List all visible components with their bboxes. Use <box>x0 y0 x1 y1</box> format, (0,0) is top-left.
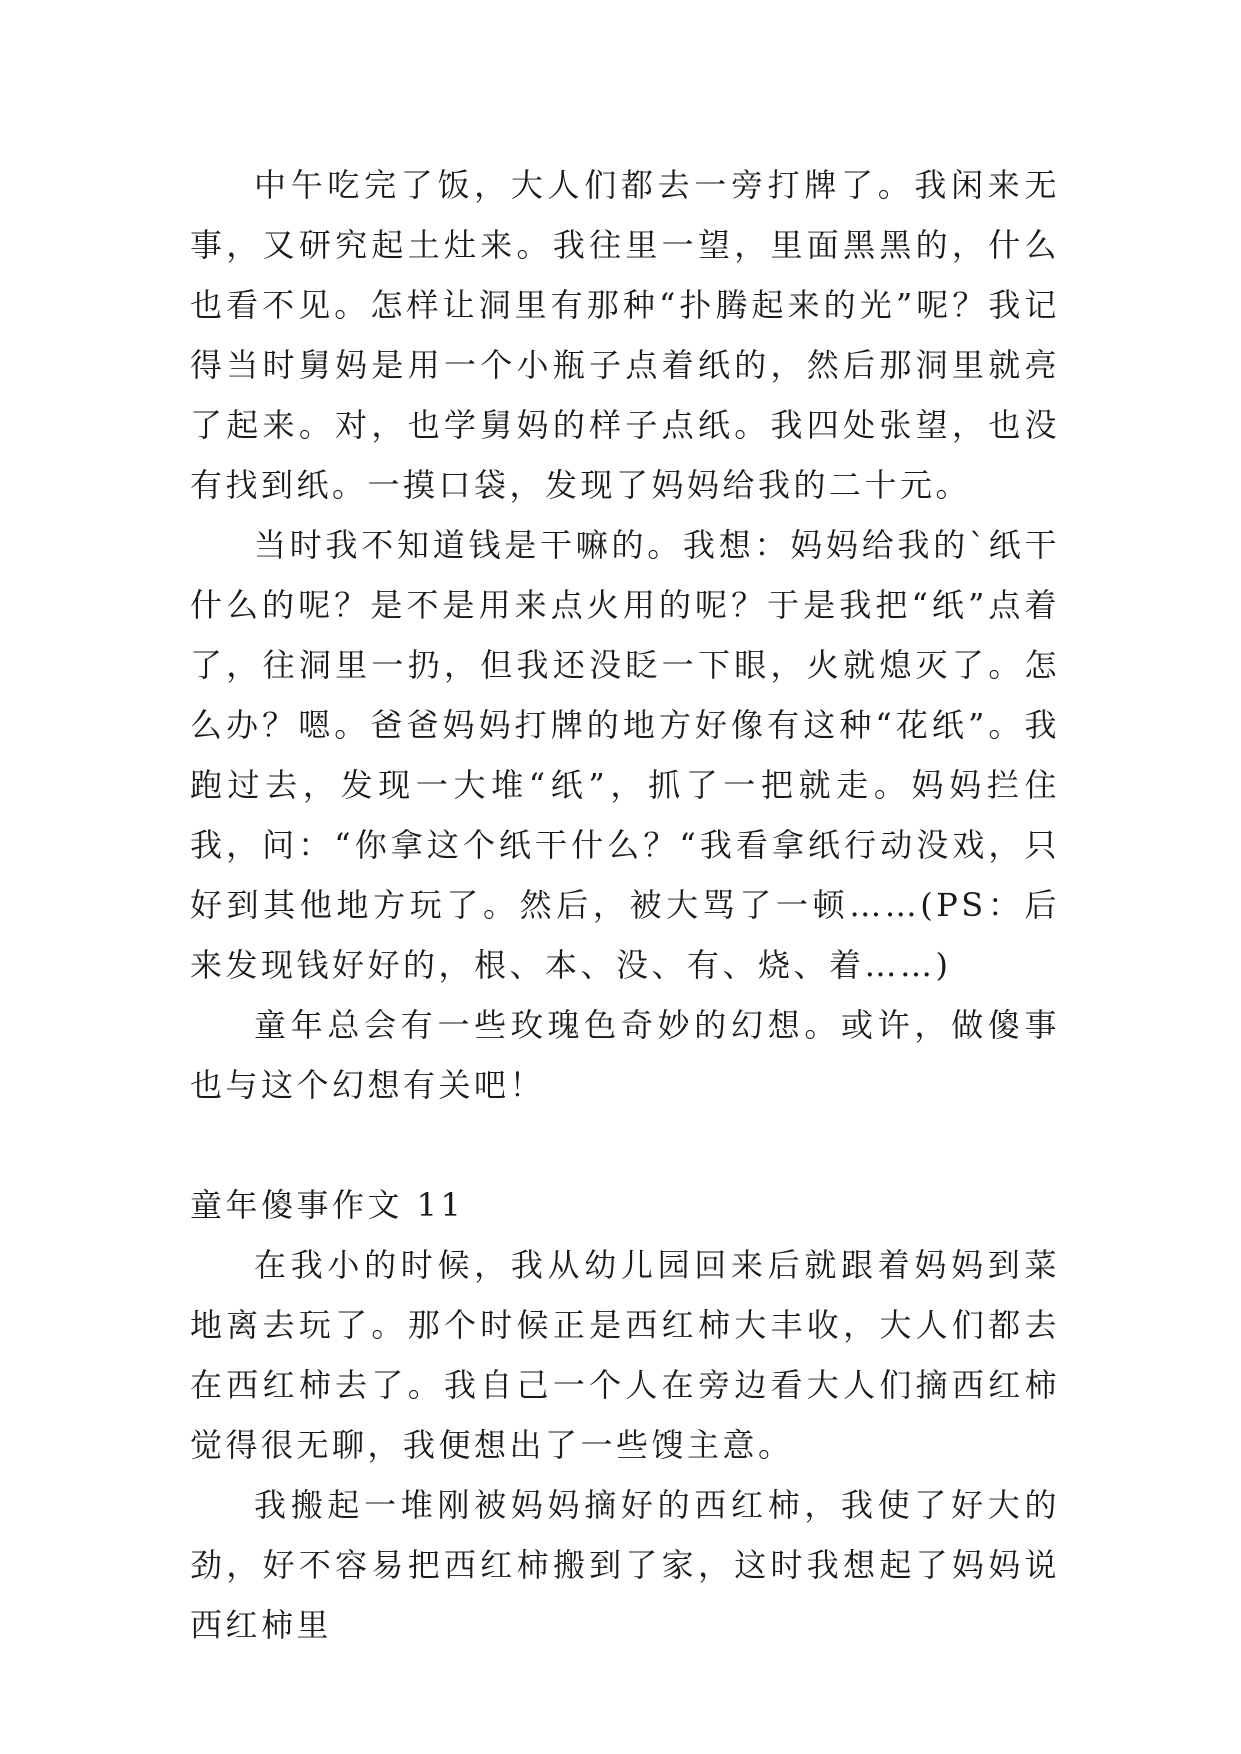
paragraph-lunch-stove: 中午吃完了饭，大人们都去一旁打牌了。我闲来无事，又研究起土灶来。我往里一望，里面黑黑的，什么也看不见。怎样让洞里有那种“扑腾起来的光”呢？我记得当时舅妈是用一个小瓶子点着纸的，然后那洞里就亮了起来。对，也学舅妈的样子点纸。我四处张望，也没有找到纸。一摸口袋，发现了妈妈给我的二十元。 <box>190 166 1060 504</box>
paragraph-childhood-fantasy: 童年总会有一些玫瑰色奇妙的幻想。或许，做傻事也与这个幻想有关吧！ <box>190 1006 1060 1104</box>
paragraph-money-as-paper: 当时我不知道钱是干嘛的。我想：妈妈给我的`纸干什么的呢？是不是用来点火用的呢？于是我把“纸”点着了，往洞里一扔，但我还没眨一下眼，火就熄灭了。怎么办？嗯。爸爸妈妈打牌的地方好像有这种“花纸”。我跑过去，发现一大堆“纸”，抓了一把就走。妈妈拦住我，问：“你拿这个纸干什么？“我看拿纸行动没戏，只好到其他地方玩了。然后，被大骂了一顿……(PS：后来发现钱好好的，根、本、没、有、烧、着……) <box>190 526 1060 984</box>
paragraph-vegetable-field: 在我小的时候，我从幼儿园回来后就跟着妈妈到菜地离去玩了。那个时候正是西红柿大丰收，大人们都去在西红柿去了。我自己一个人在旁边看大人们摘西红柿觉得很无聊，我便想出了一些馊主意。 <box>190 1246 1060 1464</box>
paragraph-carry-tomatoes: 我搬起一堆刚被妈妈摘好的西红柿，我使了好大的劲，好不容易把西红柿搬到了家，这时我想起了妈妈说西红柿里 <box>190 1486 1060 1644</box>
essay-heading: 童年傻事作文 11 <box>190 1186 465 1224</box>
document-body <box>190 155 1060 1655</box>
